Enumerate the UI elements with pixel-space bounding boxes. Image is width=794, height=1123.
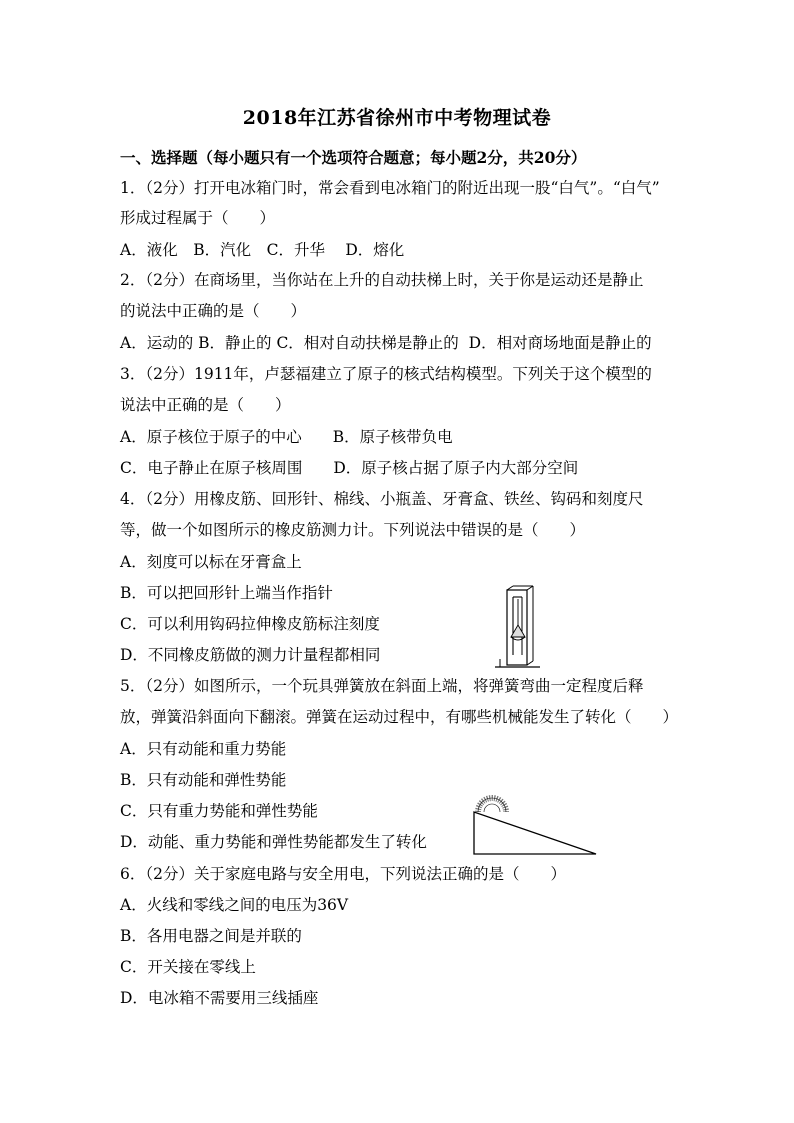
q4-option-b: B．可以把回形针上端当作指针 (120, 584, 333, 602)
q4-stem-line-1: 4．（2分）用橡皮筋、回形针、棉线、小瓶盖、牙膏盒、铁丝、钩码和刻度尺 (120, 490, 644, 508)
q3-stem-line-1: 3．（2分）1911年，卢瑟福建立了原子的核式结构模型。下列关于这个模型的 (120, 365, 652, 383)
q5-stem-line-2: 放，弹簧沿斜面向下翻滚。弹簧在运动过程中，有哪些机械能发生了转化（ ） (120, 708, 679, 726)
q5-stem-line-1: 5．（2分）如图所示，一个玩具弹簧放在斜面上端，将弹簧弯曲一定程度后释 (120, 677, 644, 695)
q3-option-cd: C．电子静止在原子核周围 D．原子核占据了原子内大部分空间 (120, 459, 579, 477)
q4-stem-line-2: 等，做一个如图所示的橡皮筋测力计。下列说法中错误的是（ ） (120, 521, 586, 539)
q5-option-c: C．只有重力势能和弹性势能 (120, 802, 318, 820)
q6-option-a: A．火线和零线之间的电压为36V (120, 896, 349, 914)
q3-option-ab: A．原子核位于原子的中心 B．原子核带负电 (120, 428, 453, 446)
q4-option-d: D．不同橡皮筋做的测力计量程都相同 (120, 646, 381, 664)
q6-option-c: C．开关接在零线上 (120, 958, 256, 976)
q4-option-c: C．可以利用钩码拉伸橡皮筋标注刻度 (120, 615, 380, 633)
q2-stem-line-1: 2．（2分）在商场里，当你站在上升的自动扶梯上时，关于你是运动还是静止 (120, 271, 644, 289)
q6-option-d: D．电冰箱不需要用三线插座 (120, 989, 319, 1007)
q1-options: A．液化 B．汽化 C．升华 D．熔化 (120, 241, 405, 259)
q5-option-a: A．只有动能和重力势能 (120, 740, 287, 758)
q6-stem-line-1: 6．（2分）关于家庭电路与安全用电，下列说法正确的是（ ） (120, 865, 566, 883)
q5-option-b: B．只有动能和弹性势能 (120, 771, 287, 789)
rubber-band-force-gauge-figure (485, 585, 550, 670)
q1-stem-line-2: 形成过程属于（ ） (120, 209, 276, 227)
spring-on-incline-figure (462, 786, 602, 858)
page-title: 2018年江苏省徐州市中考物理试卷 (242, 107, 552, 129)
q3-stem-line-2: 说法中正确的是（ ） (120, 396, 291, 414)
q1-stem-line-1: 1．（2分）打开电冰箱门时，常会看到电冰箱门的附近出现一股“白气”。“白气” (120, 179, 660, 197)
q5-option-d: D．动能、重力势能和弹性势能都发生了转化 (120, 833, 427, 851)
section-heading: 一、选择题（每小题只有一个选项符合题意；每小题2分，共20分） (120, 148, 587, 167)
q2-stem-line-2: 的说法中正确的是（ ） (120, 302, 307, 320)
q2-options: A．运动的 B．静止的 C．相对自动扶梯是静止的 D．相对商场地面是静止的 (120, 334, 652, 352)
q4-option-a: A．刻度可以标在牙膏盒上 (120, 553, 302, 571)
q6-option-b: B．各用电器之间是并联的 (120, 927, 302, 945)
